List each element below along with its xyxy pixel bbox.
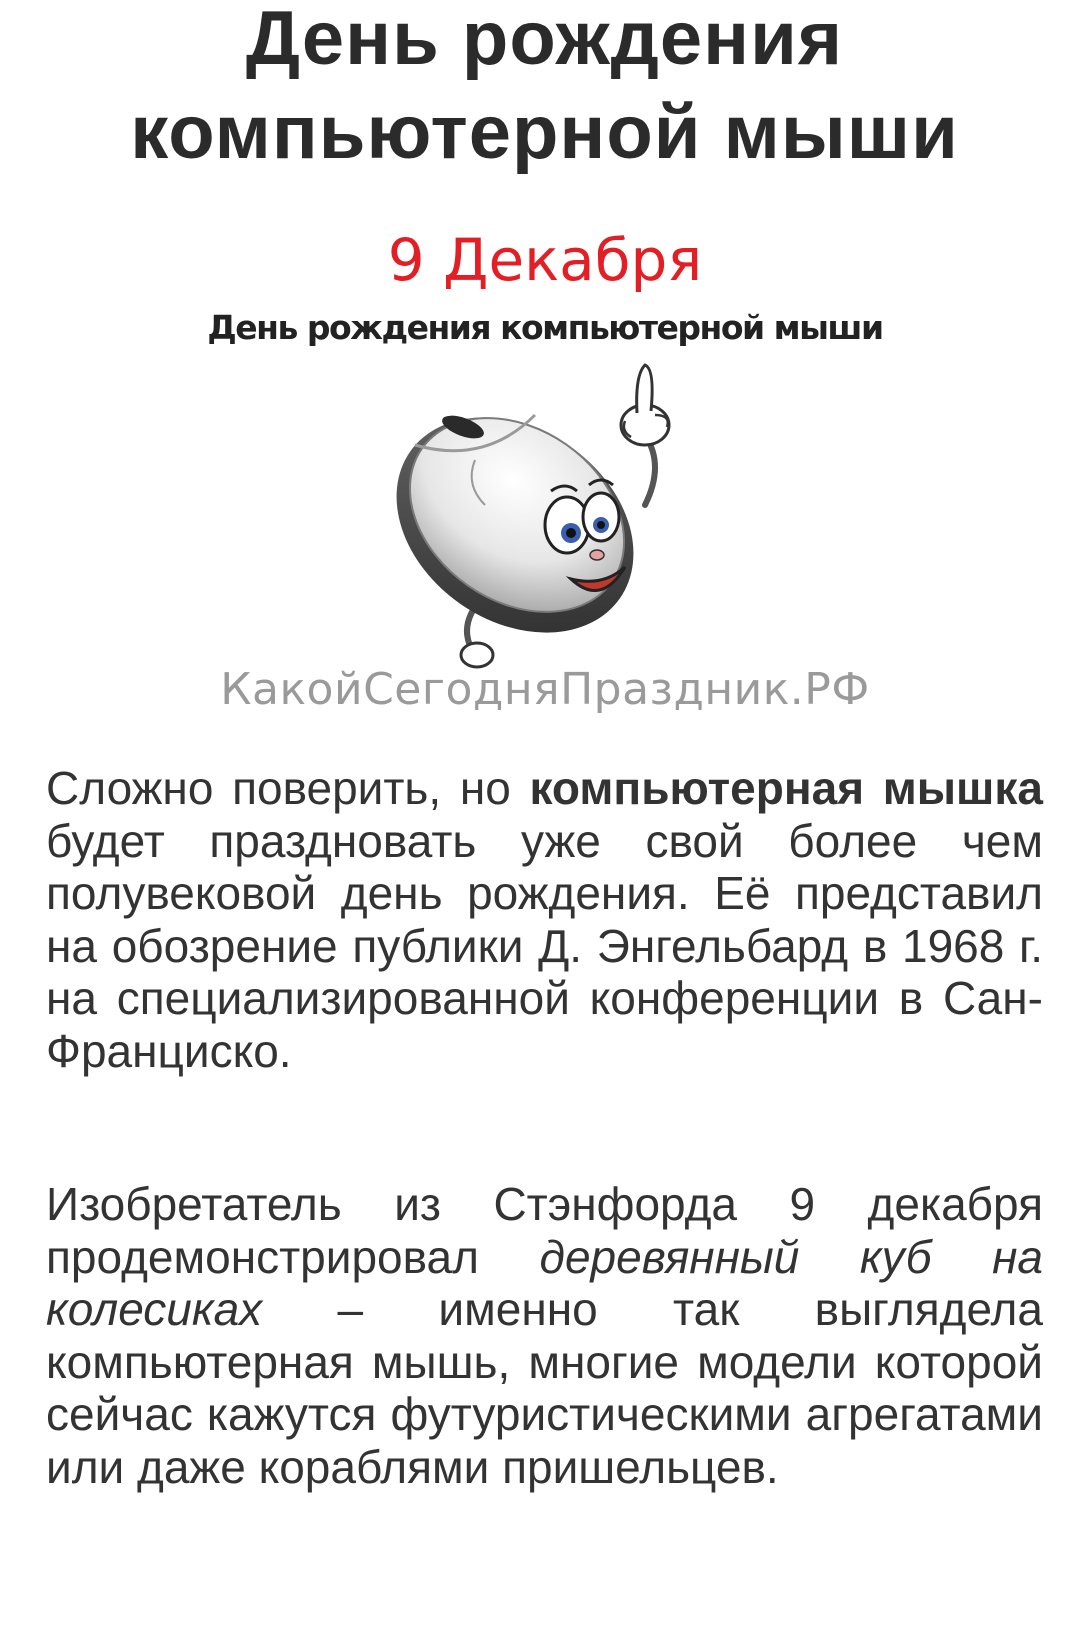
article-italic-text: деревянный куб на колесиках [46,1230,1043,1336]
article-text: Изобретатель из Стэнфорда 9 декабря продемонстрировал [46,1178,1043,1283]
holiday-banner-image [165,225,925,745]
page-title [0,0,1089,180]
article-paragraph-1 [46,762,1043,1078]
banner-subtitle: День рождения компьютерной мыши [207,308,883,347]
cartoon-computer-mouse-icon [345,355,745,675]
article-bold-text: компьютерная мышка [529,762,1043,814]
page-title-line-2: компьютерной мыши [130,90,959,175]
article-text: – именно так выглядела компьютерная мышь, многие модели которой сейчас кажутся футуристическими агрегатами или даже кораблями пришельцев. [46,1283,1043,1493]
article-text: будет праздновать уже свой более чем полувековой день рождения. Её представил на обозрение публики Д. Энгельбард в 1968 г. на специализированной конференции в Сан-Франциско. [46,814,1043,1077]
banner-website: КакойСегодняПраздник.РФ [220,664,870,715]
article-text: Сложно поверить, но [46,762,530,814]
page-title-line-1: День рождения [245,0,844,81]
banner-date: 9 Декабря [387,226,703,294]
article-paragraph-2 [46,1178,1043,1494]
